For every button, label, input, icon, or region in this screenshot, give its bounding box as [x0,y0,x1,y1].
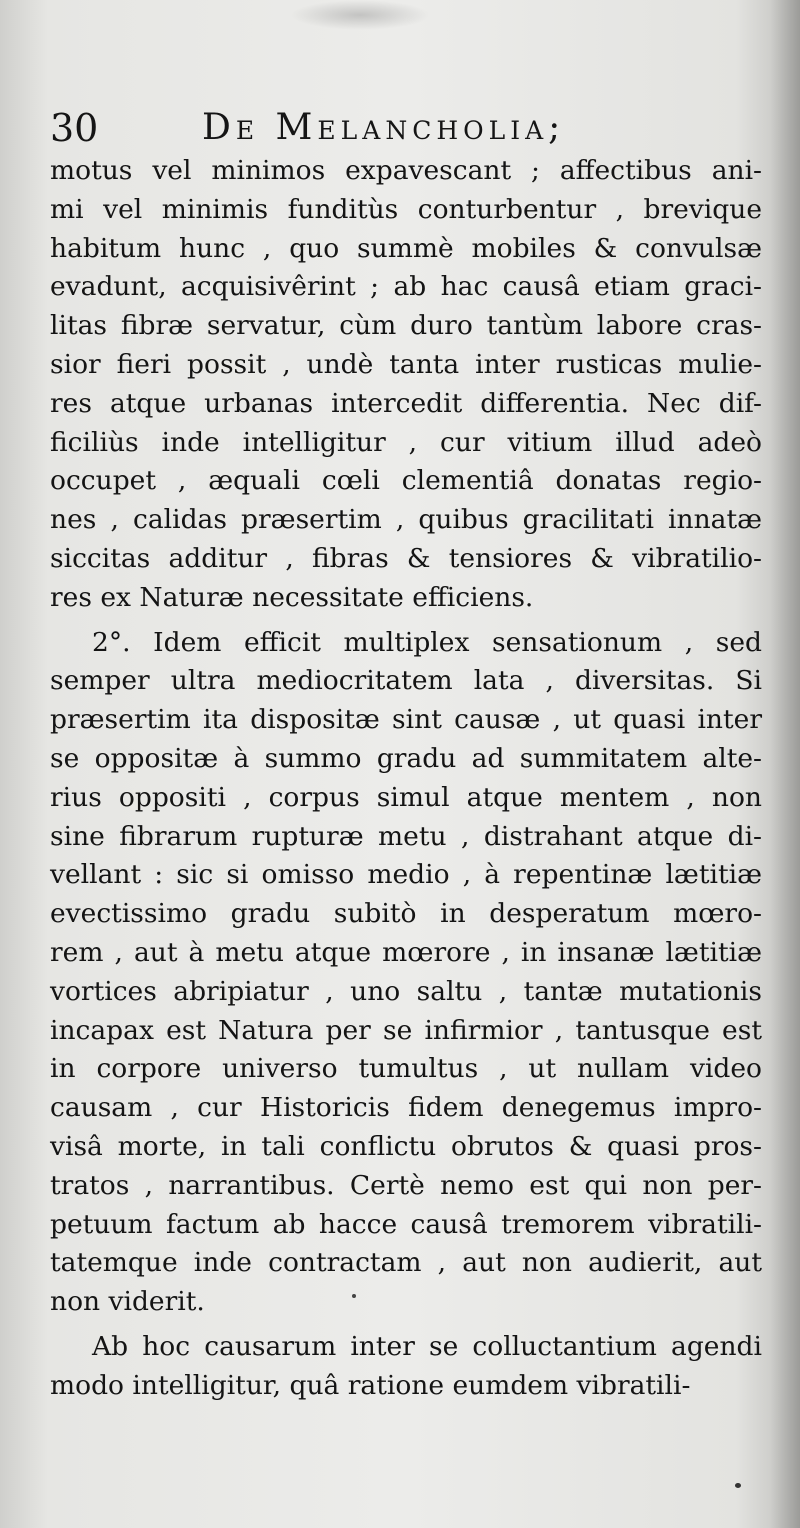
text-line: incapax est Natura per se infirmior , tantusque est [50,1014,762,1046]
text-line: res ex Naturæ necessitate efficiens. [50,581,534,613]
text-line: occupet , æquali cœli clementiâ donatas regio- [50,465,762,497]
paragraph [50,624,762,1322]
text-line: ficiliùs inde intelligitur , cur vitium illud adeò [50,426,762,458]
running-title: De Melancholia; [202,107,566,148]
text-line: tatemque inde contractam , aut non audierit, aut [50,1247,762,1279]
paper-stain [290,0,430,30]
text-line: præsertim ita dispositæ sint causæ , ut quasi inter [50,704,762,736]
text-line: non viderit. [50,1286,205,1318]
text-line: evadunt, acquisivêrint ; ab hac causâ etiam graci- [50,271,762,303]
text-line: se oppositæ à summo gradu ad summitatem alte- [50,742,762,774]
text-line: visâ morte, in tali conflictu obrutos & quasi pros- [50,1130,762,1162]
paragraph [50,152,762,618]
ink-speck [735,1483,741,1488]
text-line: nes , calidas præsertim , quibus gracilitati innatæ [50,504,762,536]
text-line: Ab hoc causarum inter se colluctantium agendi [92,1330,762,1362]
text-line: 2°. Idem efficit multiplex sensationum , sed [92,626,762,658]
text-line: sior fieri possit , undè tanta inter rusticas mulie- [50,348,762,380]
text-line: modo intelligitur, quâ ratione eumdem vibratili- [50,1369,691,1401]
text-line: vellant : sic si omisso medio , à repentinæ lætitiæ [50,859,762,891]
text-line: semper ultra mediocritatem lata , diversitas. Si [50,665,762,697]
text-line: vortices abripiatur , uno saltu , tantæ mutationis [50,975,762,1007]
text-line: sine fibrarum rupturæ metu , distrahant atque di- [50,820,762,852]
text-line: siccitas additur , fibras & tensiores & vibratilio- [50,542,762,574]
text-line: motus vel minimos expavescant ; affectibus ani- [50,155,762,186]
text-line: petuum factum ab hacce causâ tremorem vibratili- [50,1208,762,1240]
page-number: 30 [50,106,99,150]
text-line: rem , aut à metu atque mœrore , in insanæ lætitiæ [50,936,762,968]
text-line: tratos , narrantibus. Certè nemo est qui non per- [50,1169,762,1201]
page-header [50,102,770,154]
body-text [50,152,762,1406]
text-line: mi vel minimis funditùs conturbentur , brevique [50,193,762,225]
paragraph [50,1328,762,1406]
text-line: litas fibræ servatur, cùm duro tantùm labore cras- [50,310,762,342]
text-line: causam , cur Historicis fidem denegemus impro- [50,1092,762,1124]
text-line: in corpore universo tumultus , ut nullam video [50,1053,762,1085]
ink-speck [352,1294,356,1298]
text-line: evectissimo gradu subitò in desperatum mœro- [50,898,762,930]
text-line: rius oppositi , corpus simul atque mentem , non [50,781,762,813]
text-line: habitum hunc , quo summè mobiles & convulsæ [50,232,762,264]
text-line: res atque urbanas intercedit differentia. Nec dif- [50,387,762,419]
page-edge-shadow [770,0,800,1528]
